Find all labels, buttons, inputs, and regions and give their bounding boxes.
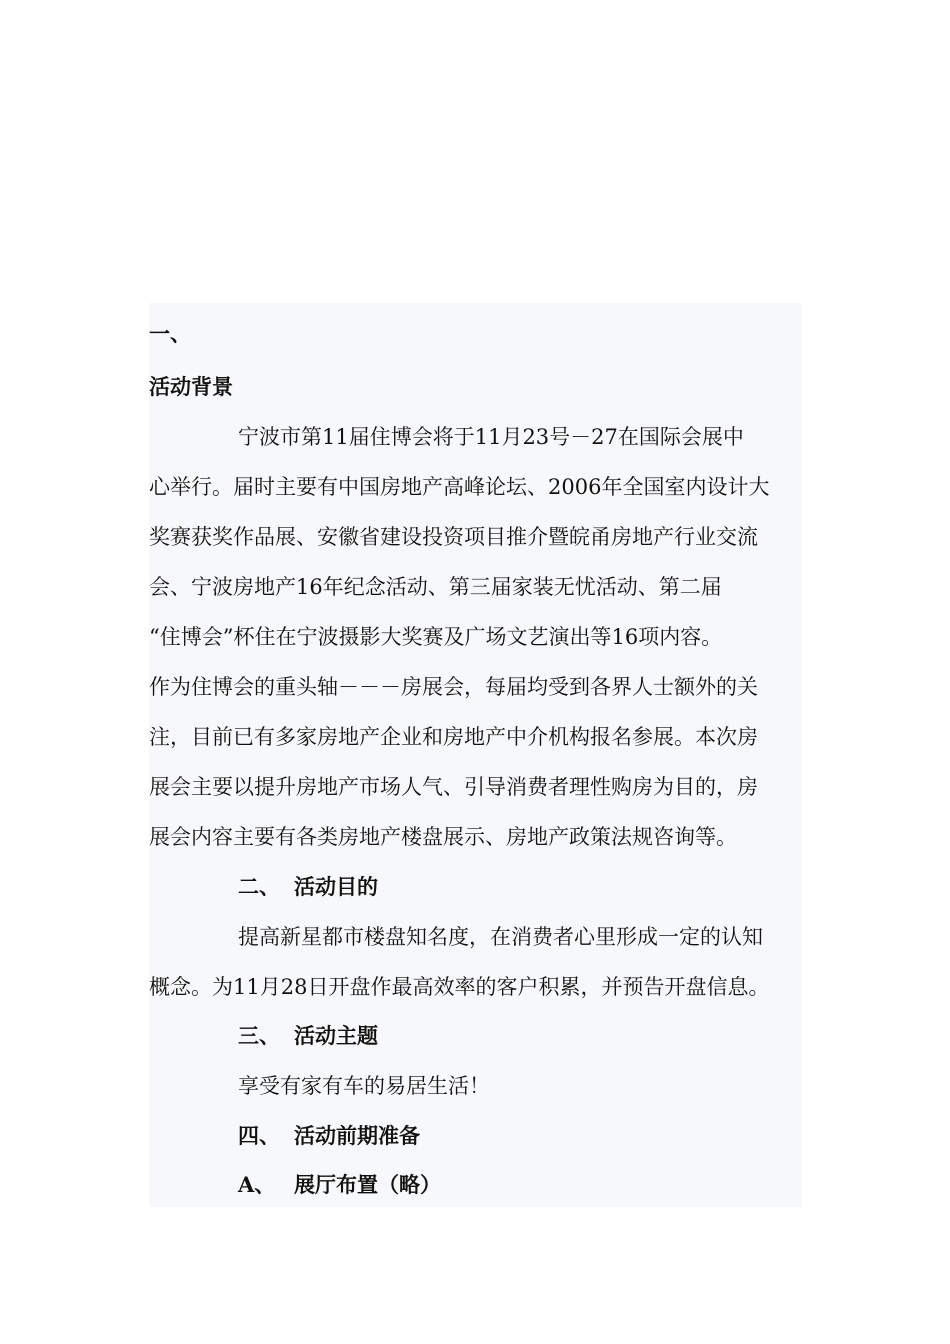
- section-3-text: 享受有家有车的易居生活！: [238, 1074, 490, 1098]
- section-1-paragraph-line: 心举行。届时主要有中国房地产高峰论坛、2006年全国室内设计大: [149, 475, 770, 499]
- section-3-number: 三、: [238, 1023, 280, 1048]
- section-3-title: 活动主题: [294, 1023, 378, 1048]
- section-2-paragraph-line: 概念。为11月28日开盘作最高效率的客户积累，并预告开盘信息。: [149, 975, 770, 999]
- section-2-paragraph-line: 提高新星都市楼盘知名度，在消费者心里形成一定的认知: [238, 925, 763, 949]
- section-1-number: 一、: [149, 321, 191, 346]
- section-2-number: 二、: [238, 874, 280, 899]
- document-body: [149, 303, 802, 1207]
- section-4-title: 活动前期准备: [294, 1123, 420, 1148]
- section-1-title: 活动背景: [149, 374, 233, 399]
- section-1-paragraph-line: “住博会”杯住在宁波摄影大奖赛及广场文艺演出等16项内容。: [149, 625, 723, 649]
- section-1-paragraph-line: 宁波市第11届住博会将于11月23号－27在国际会展中: [238, 425, 744, 449]
- section-4-heading: [238, 1122, 420, 1150]
- section-1-paragraph-line: 奖赛获奖作品展、安徽省建设投资项目推介暨皖甬房地产行业交流: [149, 525, 758, 549]
- section-4-number: 四、: [238, 1123, 280, 1148]
- section-1-paragraph-line: 展会内容主要有各类房地产楼盘展示、房地产政策法规咨询等。: [149, 825, 737, 849]
- section-2-heading: [238, 873, 378, 901]
- section-4-sub-a-number: A、: [238, 1172, 276, 1197]
- section-4-sub-a-heading: [238, 1171, 441, 1199]
- section-2-title: 活动目的: [294, 874, 378, 899]
- section-3-heading: [238, 1022, 378, 1050]
- section-1-paragraph-line: 注，目前已有多家房地产企业和房地产中介机构报名参展。本次房: [149, 725, 758, 749]
- section-1-paragraph-line: 作为住博会的重头轴－－－房展会，每届均受到各界人士额外的关: [149, 675, 758, 699]
- section-4-sub-a-title: 展厅布置（略）: [294, 1172, 441, 1197]
- section-1-paragraph-line: 会、宁波房地产16年纪念活动、第三届家装无忧活动、第二届: [149, 575, 722, 599]
- section-1-paragraph-line: 展会主要以提升房地产市场人气、引导消费者理性购房为目的，房: [149, 775, 758, 799]
